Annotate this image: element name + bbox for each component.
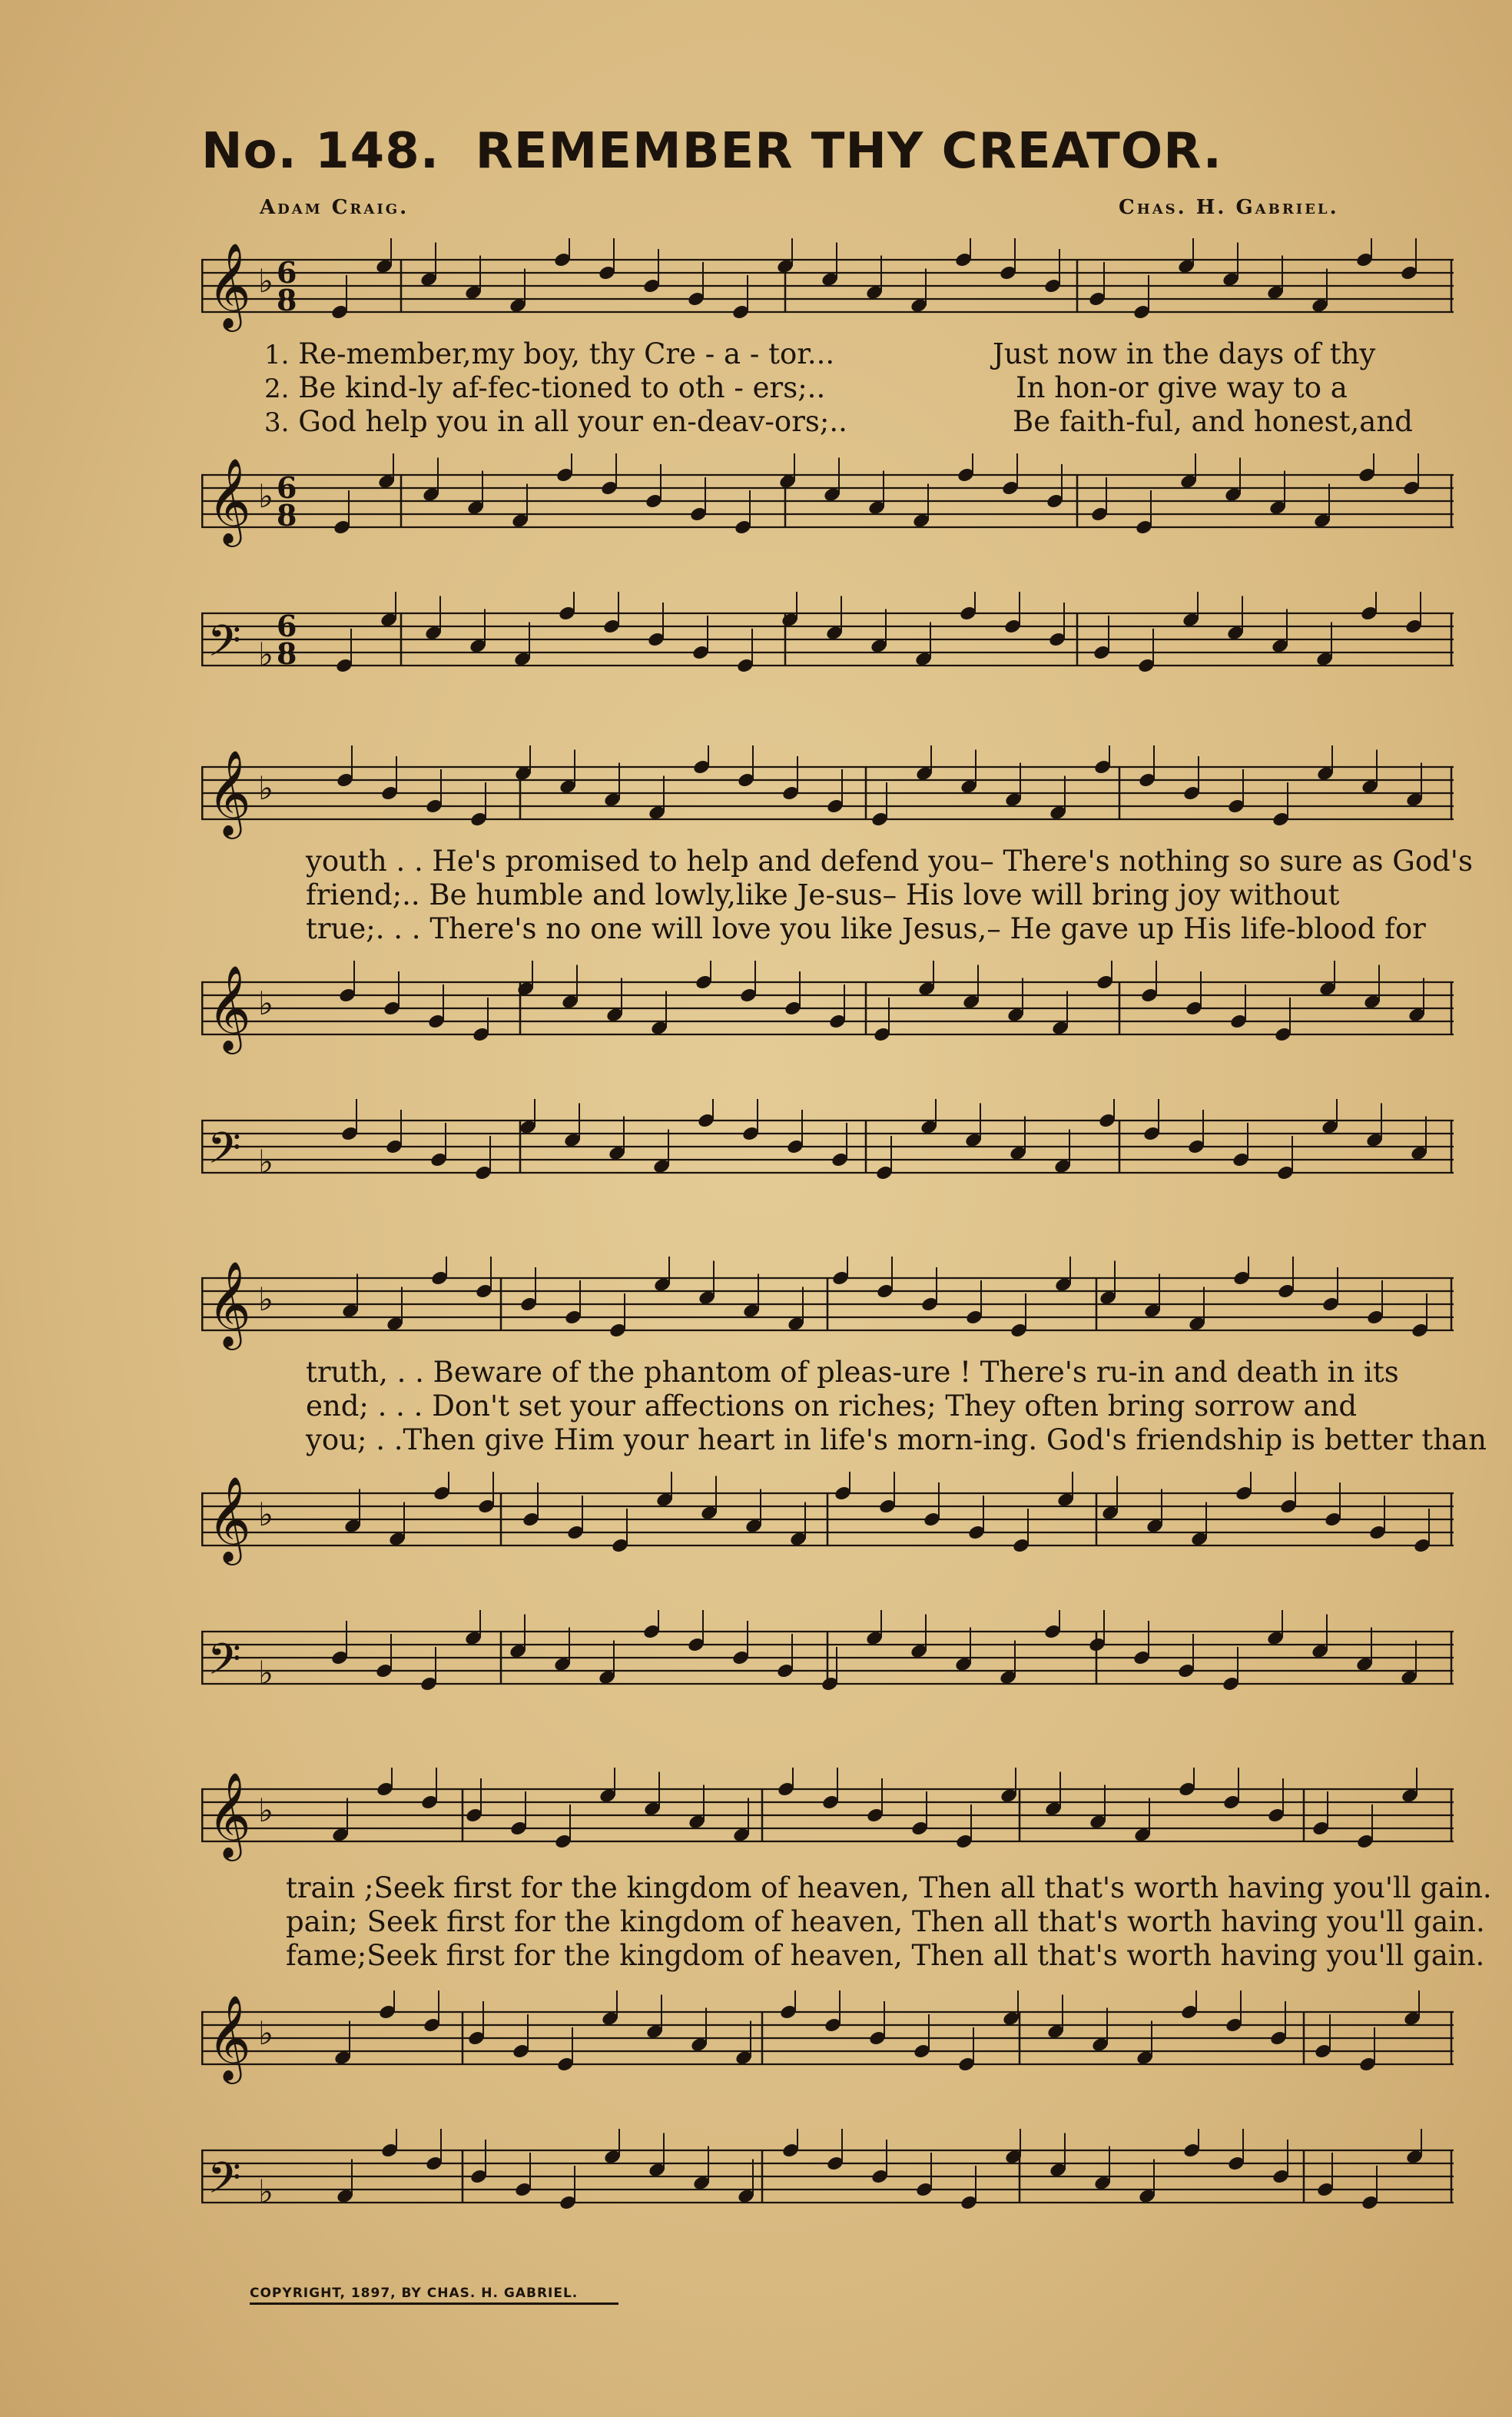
key-signature-flat: ♭ xyxy=(258,1791,274,1829)
music-system-3 xyxy=(201,1249,1487,1710)
lyric-line-verse-3: fame;Seek first for the kingdom of heaven, Then all that's worth having you'll gain. xyxy=(286,1939,1485,1972)
treble-staff-lines xyxy=(201,1472,1454,1572)
lyric-line-verse-3-cont: Be faith-ful, and honest,and xyxy=(1013,405,1413,438)
key-signature-flat: ♭ xyxy=(258,262,274,300)
time-signature-top: 6 xyxy=(277,609,297,643)
treble-staff-lines xyxy=(201,1990,1454,2090)
hymn-number: No. 148. xyxy=(201,123,440,180)
lyric-line-verse-1: truth, . . Beware of the phantom of pleas-ure ! There's ru-in and death in its xyxy=(306,1356,1399,1389)
hymn-heading xyxy=(201,123,1222,180)
melody-staff xyxy=(201,745,1454,845)
lyricist-credit: Adam Craig. xyxy=(260,196,410,219)
time-signature-bottom: 8 xyxy=(277,498,297,533)
key-signature-flat: ♭ xyxy=(258,477,274,515)
lyric-line-verse-2-cont: In hon-or give way to a xyxy=(1016,371,1348,404)
lyric-line-verse-1: train ;Seek first for the kingdom of heaven, Then all that's worth having you'll gain. xyxy=(286,1871,1492,1904)
bass-staff-lines xyxy=(201,592,1454,692)
melody-staff-lines xyxy=(201,745,1454,845)
music-system-1 xyxy=(201,231,1454,692)
time-signature-bottom: 8 xyxy=(277,636,297,671)
bass-clef: 𝄢 xyxy=(207,1124,241,1184)
bass-clef: 𝄢 xyxy=(207,1635,241,1695)
bass-staff xyxy=(201,2129,1454,2229)
time-signature-top: 6 xyxy=(277,470,297,505)
treble-accompaniment-staff xyxy=(201,1990,1454,2090)
lyric-line-verse-1: youth . . He's promised to help and defend you– There's nothing so sure as God's xyxy=(306,845,1473,878)
key-signature-flat: ♭ xyxy=(258,984,274,1022)
treble-staff-lines xyxy=(201,961,1454,1061)
bass-staff xyxy=(201,592,1454,692)
melody-staff xyxy=(201,1768,1454,1868)
treble-clef: 𝄞 xyxy=(207,1260,251,1346)
melody-staff xyxy=(201,238,1454,338)
key-signature-flat: ♭ xyxy=(258,1496,274,1533)
lyric-line-verse-1-cont: Just now in the days of thy xyxy=(993,337,1376,370)
lyric-line-verse-2: end; . . . Don't set your affections on riches; They often bring sorrow and xyxy=(306,1389,1358,1423)
bass-staff xyxy=(201,1099,1454,1199)
key-signature-flat: ♭ xyxy=(258,769,274,807)
key-signature-flat: ♭ xyxy=(258,2173,274,2210)
treble-clef: 𝄞 xyxy=(207,457,251,543)
lyric-line-verse-3: 3. God help you in all your en-deav-ors;.. xyxy=(264,405,847,438)
treble-clef: 𝄞 xyxy=(207,1994,251,2080)
key-signature-flat: ♭ xyxy=(258,1280,274,1318)
treble-accompaniment-staff xyxy=(201,453,1454,553)
lyric-line-verse-2: 2. Be kind-ly af-fec-tioned to oth - ers;.. xyxy=(264,371,826,404)
bass-staff-lines xyxy=(201,1099,1454,1199)
lyric-line-verse-1: 1. Re-member,my boy, thy Cre - a - tor... xyxy=(264,337,835,370)
copyright-underline xyxy=(250,2302,618,2305)
lyric-line-verse-3: true;. . . There's no one will love you like Jesus,– He gave up His life-blood for xyxy=(306,912,1426,945)
bass-staff xyxy=(201,1610,1454,1710)
hymn-title: REMEMBER THY CREATOR. xyxy=(475,123,1222,180)
music-system-4 xyxy=(201,1760,1492,2236)
bass-clef: 𝄢 xyxy=(207,2153,241,2214)
lyric-line-verse-2: friend;.. Be humble and lowly,like Je-sus– His love will bring joy without xyxy=(306,878,1340,911)
treble-accompaniment-staff xyxy=(201,1472,1454,1572)
key-signature-flat: ♭ xyxy=(258,636,274,673)
time-signature-bottom: 8 xyxy=(277,283,297,317)
lyric-line-verse-2: pain; Seek first for the kingdom of heaven, Then all that's worth having you'll gain. xyxy=(286,1905,1485,1938)
treble-clef: 𝄞 xyxy=(207,1771,251,1858)
treble-staff-lines xyxy=(201,453,1454,553)
melody-staff xyxy=(201,1257,1454,1356)
lyric-line-verse-3: you; . .Then give Him your heart in life's morn-ing. God's friendship is better than xyxy=(306,1423,1487,1456)
key-signature-flat: ♭ xyxy=(258,2014,274,2052)
copyright-notice: COPYRIGHT, 1897, BY CHAS. H. GABRIEL. xyxy=(250,2286,579,2301)
treble-accompaniment-staff xyxy=(201,961,1454,1061)
treble-clef: 𝄞 xyxy=(207,242,251,328)
bass-staff-lines xyxy=(201,1610,1454,1710)
key-signature-flat: ♭ xyxy=(258,1654,274,1692)
key-signature-flat: ♭ xyxy=(258,1143,274,1180)
time-signature-top: 6 xyxy=(277,255,297,290)
bass-clef: 𝄢 xyxy=(207,616,241,677)
bass-staff-lines xyxy=(201,2129,1454,2229)
composer-credit: Chas. H. Gabriel. xyxy=(1119,196,1339,219)
melody-staff-lines xyxy=(201,1257,1454,1356)
music-system-2 xyxy=(201,738,1473,1199)
melody-staff-lines xyxy=(201,1768,1454,1868)
melody-staff-lines xyxy=(201,238,1454,338)
treble-clef: 𝄞 xyxy=(207,964,251,1051)
treble-clef: 𝄞 xyxy=(207,749,251,835)
treble-clef: 𝄞 xyxy=(207,1476,251,1562)
